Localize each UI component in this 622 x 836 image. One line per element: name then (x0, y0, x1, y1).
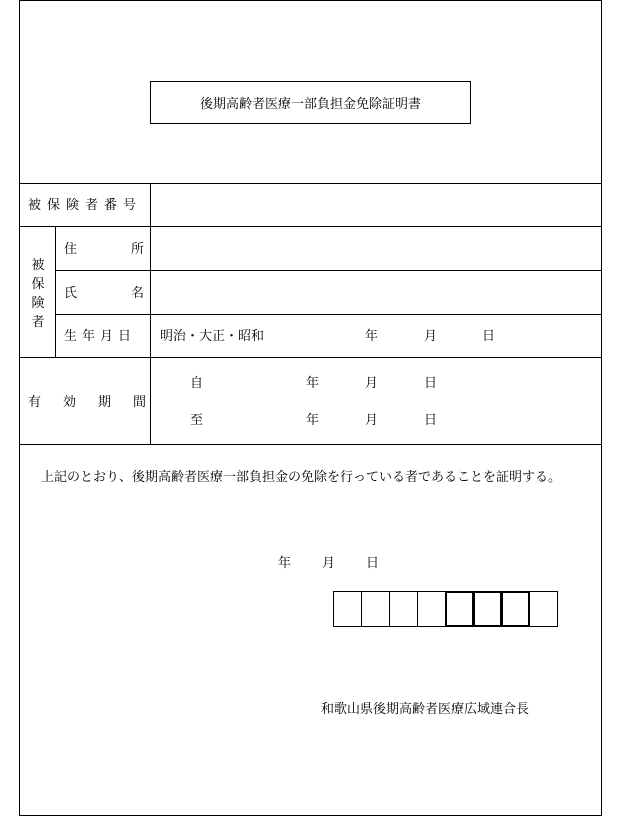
stamp-boxes (333, 591, 557, 627)
name-label-char: 名 (131, 286, 145, 301)
to-month-unit: 月 (365, 413, 379, 428)
stamp-box (501, 591, 530, 627)
birth-month-unit: 月 (424, 329, 438, 344)
stamp-box (389, 591, 418, 627)
to-year-unit: 年 (306, 413, 320, 428)
validity-to-label: 至 (190, 413, 204, 428)
validity-char: 期 (98, 395, 112, 410)
column-divider (55, 226, 56, 357)
birth-year-unit: 年 (365, 329, 379, 344)
insured-number-label: 被保険者番号 (28, 198, 143, 213)
issuer-name: 和歌山県後期高齢者医療広域連合長 (321, 702, 530, 717)
from-day-unit: 日 (424, 376, 438, 391)
name-field (151, 271, 601, 314)
validity-char: 効 (63, 395, 77, 410)
stamp-box (333, 591, 362, 627)
insured-number-field (151, 184, 601, 226)
stamp-box (445, 591, 474, 627)
table-bottom-border (19, 444, 602, 445)
validity-char: 有 (28, 395, 42, 410)
birthdate-label: 生年月日 (64, 329, 137, 344)
to-day-unit: 日 (424, 413, 438, 428)
name-label-char: 氏 (64, 286, 78, 301)
address-label-char: 所 (131, 242, 145, 257)
stamp-box (473, 591, 502, 627)
address-field (151, 227, 601, 270)
from-month-unit: 月 (365, 376, 379, 391)
issue-year-unit: 年 (278, 556, 292, 571)
from-year-unit: 年 (306, 376, 320, 391)
document-title: 後期高齢者医療一部負担金免除証明書 (199, 97, 421, 112)
birthdate-eras: 明治・大正・昭和 (160, 329, 265, 344)
insured-char: 険 (31, 296, 45, 311)
stamp-box (417, 591, 446, 627)
insured-char: 被 (31, 258, 45, 273)
validity-label (28, 395, 146, 411)
issue-day-unit: 日 (366, 556, 380, 571)
validity-char: 間 (133, 395, 147, 410)
issue-month-unit: 月 (322, 556, 336, 571)
birth-day-unit: 日 (482, 329, 496, 344)
stamp-box (361, 591, 390, 627)
stamp-box (529, 591, 558, 627)
insured-vertical-label (30, 256, 46, 332)
insured-char: 者 (31, 315, 45, 330)
row-divider (19, 357, 602, 358)
document-title-box (150, 81, 471, 124)
certification-text: 上記のとおり、後期高齢者医療一部負担金の免除を行っている者であることを証明する。 (41, 470, 562, 485)
address-label-char: 住 (64, 242, 78, 257)
validity-from-label: 自 (190, 376, 204, 391)
row-divider (55, 314, 602, 315)
insured-char: 保 (31, 277, 45, 292)
